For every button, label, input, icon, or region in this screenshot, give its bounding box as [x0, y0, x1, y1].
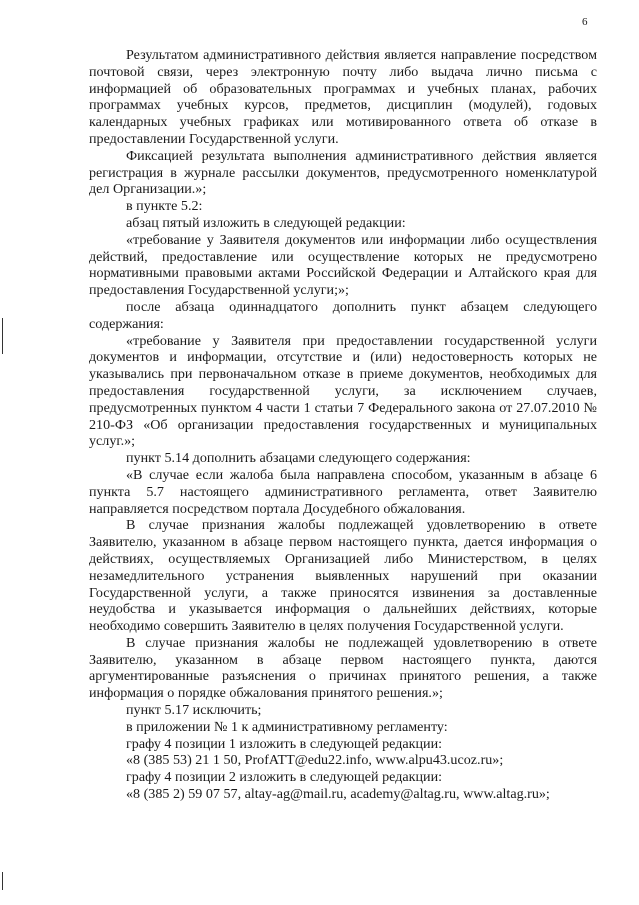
paragraph: «8 (385 2) 59 07 57, altay-ag@mail.ru, academy@altag.ru, www.altag.ru»; [126, 786, 550, 803]
paragraph: Результатом административного действия является направление посредством почтовой связи, через электронную почту либо выдача лично письма с информацией об образовательных программах и учебных планах, рабочих программах учебных курсов, предметов, дисциплин (модулей), годовых календарных учебных графиках или мотивированного ответа об отказе в предоставлении Государственной услуги. [89, 47, 597, 147]
paragraph: графу 4 позиции 1 изложить в следующей редакции: [126, 735, 443, 752]
page-number: 6 [582, 16, 588, 28]
paragraph: Фиксацией результата выполнения административного действия является регистрация в журнале рассылки документов, предусмотренного номенклатурой дел Организации.»; [89, 147, 597, 198]
paragraph: «В случае если жалоба была направлена способом, указанным в абзаце 6 пункта 5.7 настоящего административного регламента, ответ Заявителю направляется посредством портала Досудебного обжалования. [89, 466, 597, 517]
paragraph: после абзаца одиннадцатого дополнить пункт абзацем следующего содержания: [89, 298, 597, 332]
paragraph: В случае признания жалобы не подлежащей удовлетворению в ответе Заявителю, указанном в абзаце первом настоящего пункта, даются аргументированные разъяснения о причинах принятого решения, а также информация о порядке обжалования принятого решения.»; [89, 634, 597, 702]
paragraph: пункт 5.14 дополнить абзацами следующего содержания: [126, 450, 471, 467]
paragraph: «8 (385 53) 21 1 50, ProfATT@edu22.info, www.alpu43.ucoz.ru»; [126, 752, 504, 769]
paragraph: пункт 5.17 исключить; [126, 702, 262, 719]
paragraph: в пункте 5.2: [126, 198, 203, 215]
paragraph: абзац пятый изложить в следующей редакции: [126, 214, 406, 231]
paragraph: в приложении № 1 к административному регламенту: [126, 718, 448, 735]
margin-mark [2, 318, 3, 354]
paragraph: графу 4 позиции 2 изложить в следующей редакции: [126, 769, 443, 786]
document-body [89, 47, 597, 803]
paragraph: В случае признания жалобы подлежащей удовлетворению в ответе Заявителю, указанном в абзаце первом настоящего пункта, дается информация о действиях, осуществляемых Организацией либо Министерством, в целях незамедлительного устранения выявленных нарушений при оказании Государственной услуги, а также приносятся извинения за доставленные неудобства и указывается информация о дальнейших действиях, которые необходимо совершить Заявителю в целях получения Государственной услуги. [89, 517, 597, 635]
paragraph: «требование у Заявителя при предоставлении государственной услуги документов и информации, отсутствие и (или) недостоверность которых не указывались при первоначальном отказе в приеме документов, необходимых для предоставления государственной услуги, за исключением случаев, предусмотренных пунктом 4 части 1 статьи 7 Федерального закона от 27.07.2010 № 210-ФЗ «Об организации предоставления государственных и муниципальных услуг.»; [89, 332, 597, 450]
paragraph: «требование у Заявителя документов или информации либо осуществления действий, предоставление или осуществление которых не предусмотрено нормативными правовыми актами Российской Федерации и Алтайского края для предоставления Государственной услуги;»; [89, 231, 597, 299]
margin-mark [2, 872, 3, 890]
